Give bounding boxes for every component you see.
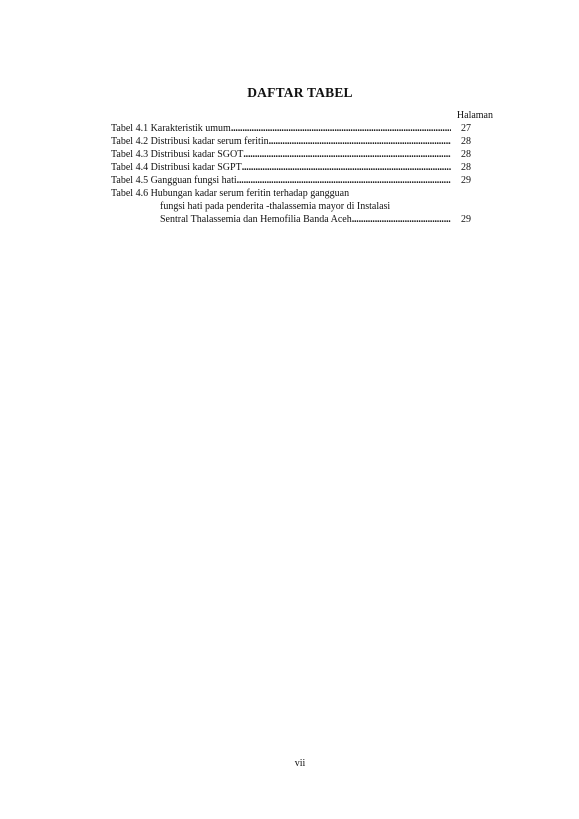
- page-column-label: Halaman: [456, 110, 493, 121]
- toc-entry-line: Tabel 4.6 Hubungan kadar serum feritin terhadap gangguan: [111, 188, 350, 199]
- toc-entry-label: Tabel 4.5 Gangguan fungsi hati: [111, 175, 237, 186]
- page-title: DAFTAR TABEL: [247, 85, 353, 100]
- dot-leader: [242, 161, 451, 174]
- toc-entry-line: fungsi hati pada penderita -thalassemia mayor di Instalasi: [160, 201, 391, 212]
- toc-entry-page: 27: [461, 123, 471, 134]
- toc-entry: [111, 174, 471, 187]
- toc-entry-label: Tabel 4.3 Distribusi kadar SGOT: [111, 149, 244, 160]
- page-number: vii: [294, 758, 306, 769]
- toc-entry-page: 28: [461, 149, 471, 160]
- dot-leader: [243, 148, 451, 161]
- toc-entry-label: Tabel 4.1 Karakteristik umum: [111, 123, 231, 134]
- toc-entry-page: 29: [461, 214, 471, 225]
- toc-entry: [111, 135, 471, 148]
- toc-entry-label: Tabel 4.4 Distribusi kadar SGPT: [111, 162, 242, 173]
- toc-entry: [111, 122, 471, 135]
- dot-leader: [352, 213, 451, 226]
- toc-entry-page: 28: [461, 162, 471, 173]
- toc-entry: [111, 148, 471, 161]
- toc-entry-label: Tabel 4.2 Distribusi kadar serum feritin: [111, 136, 269, 147]
- dot-leader: [269, 135, 451, 148]
- toc-entry-last-line: [111, 213, 471, 226]
- toc-entry: [111, 161, 471, 174]
- toc-entry-multiline: [111, 187, 471, 226]
- toc-entry-label: Sentral Thalassemia dan Hemofilia Banda Aceh: [160, 214, 352, 225]
- table-of-tables: [111, 122, 471, 226]
- toc-entry-page: 29: [461, 175, 471, 186]
- dot-leader: [231, 122, 451, 135]
- dot-leader: [237, 174, 451, 187]
- toc-entry-page: 28: [461, 136, 471, 147]
